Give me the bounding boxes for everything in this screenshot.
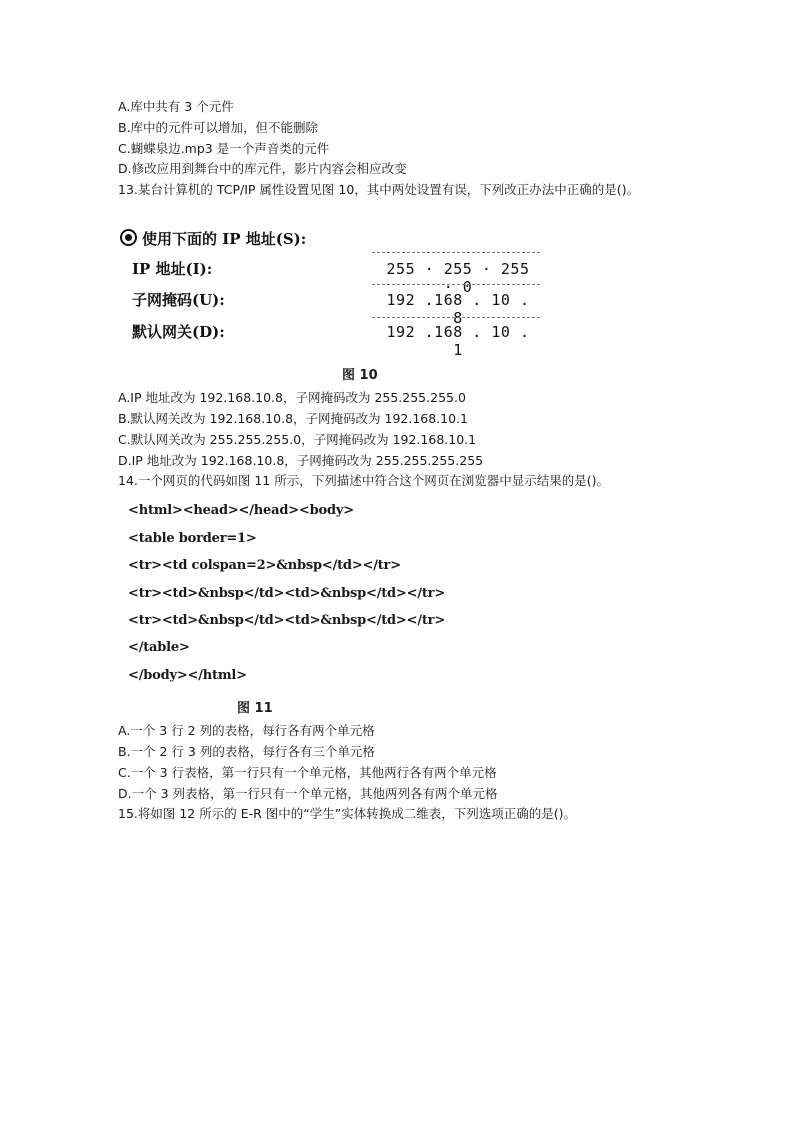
q13-option-b: B.默认网关改为 192.168.10.8，子网掩码改为 192.168.10.1	[118, 411, 468, 426]
q12-option-a: A.库中共有 3 个元件	[118, 99, 234, 114]
code-line: <tr><td>&nbsp</td><td>&nbsp</td></tr>	[128, 613, 446, 628]
subnet-mask-label: 子网掩码(U):	[132, 291, 225, 309]
code-line: <tr><td>&nbsp</td><td>&nbsp</td></tr>	[128, 586, 446, 601]
q13-option-c: C.默认网关改为 255.255.255.0，子网掩码改为 192.168.10.1	[118, 432, 477, 447]
field-rule	[372, 284, 540, 285]
q13-option-d: D.IP 地址改为 192.168.10.8，子网掩码改为 255.255.255.255	[118, 453, 484, 468]
q12-option-b: B.库中的元件可以增加，但不能删除	[118, 120, 319, 135]
q13-option-a: A.IP 地址改为 192.168.10.8，子网掩码改为 255.255.255.0	[118, 390, 466, 405]
code-line: <table border=1>	[128, 531, 257, 546]
figure-11-caption: 图 11	[237, 701, 273, 716]
subnet-mask-value: 192 .168 . 10 . 8	[386, 291, 530, 327]
figure-10-tcpip-settings	[120, 226, 540, 359]
q13-stem: 13.某台计算机的 TCP/IP 属性设置见图 10，其中两处设置有误，下列改正办法中正确的是()。	[118, 182, 640, 197]
q14-option-d: D.一个 3 列表格，第一行只有一个单元格，其他两列各有两个单元格	[118, 786, 498, 801]
default-gateway-value: 192 .168 . 10 . 1	[386, 323, 530, 359]
ip-address-value: 255 · 255 · 255 · 0	[386, 260, 530, 296]
default-gateway-label: 默认网关(D):	[132, 323, 225, 341]
q15-stem: 15.将如图 12 所示的 E-R 图中的“学生”实体转换成二维表，下列选项正确的是()。	[118, 806, 576, 821]
q14-option-a: A.一个 3 行 2 列的表格，每行各有两个单元格	[118, 723, 375, 738]
q14-stem: 14.一个网页的代码如图 11 所示，下列描述中符合这个网页在浏览器中显示结果的是()。	[118, 473, 609, 488]
figure-10-caption: 图 10	[342, 368, 378, 383]
code-line: </body></html>	[128, 668, 247, 683]
ip-address-label: IP 地址(I):	[132, 260, 213, 278]
q12-option-d: D.修改应用到舞台中的库元件，影片内容会相应改变	[118, 161, 407, 176]
field-rule	[372, 317, 540, 318]
radio-selected-icon	[120, 229, 137, 246]
field-rule	[372, 252, 540, 253]
code-line: <tr><td colspan=2>&nbsp</td></tr>	[128, 558, 401, 573]
radio-label: 使用下面的 IP 地址(S):	[142, 230, 307, 248]
q14-option-c: C.一个 3 行表格，第一行只有一个单元格，其他两行各有两个单元格	[118, 765, 497, 780]
q12-option-c: C.蝴蝶泉边.mp3 是一个声音类的元件	[118, 141, 330, 156]
q14-option-b: B.一个 2 行 3 列的表格，每行各有三个单元格	[118, 744, 375, 759]
code-line: <html><head></head><body>	[128, 503, 354, 518]
code-line: </table>	[128, 640, 190, 655]
